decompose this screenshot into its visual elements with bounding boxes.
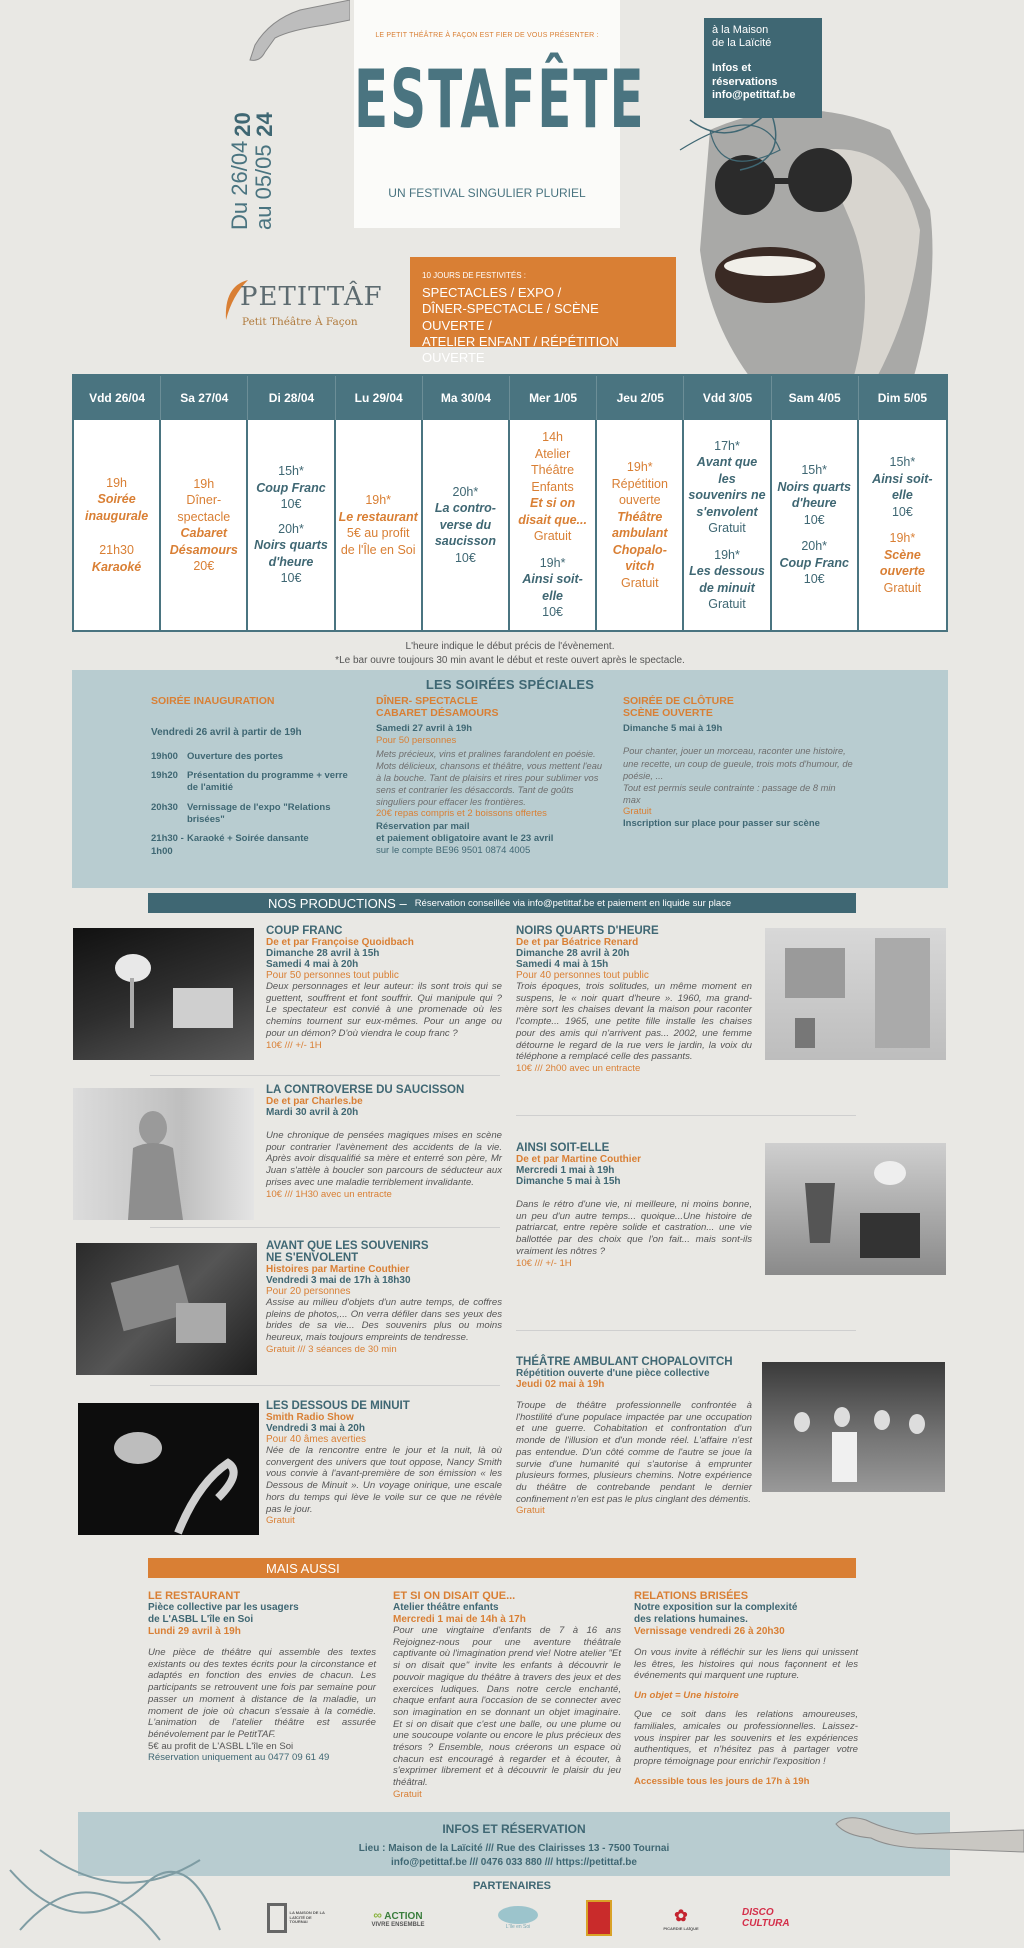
expo-column: RELATIONS BRISÉES Notre exposition sur la complexité des relations humaines. Vernissage vendredi 26 à 20h30 On vous invite à réfléchir sur les liens qui unissent les êtres, les histoires qui nous façonnent et les événements qui marquent une rupture. Un objet = Une histoire Que ce soit dans les relations amoureuses, familiales, amicales ou professionnelles. Laissez-vous inspirer par les souvenirs et les expériences authentiques, et n'hésitez pas à partager votre propre témoignage pour enrichir l'exposition ! Accessible tous les jours de 17h à 19h — [634, 1590, 858, 1787]
ainsi-soit-elle-info: AINSI SOIT-ELLE De et par Martine Couthier Mercredi 1 mai à 19h Dimanche 5 mai à 15h Dans le rétro d'une vie, ni meilleure, ni moins bonne, un peu d'un autre temps... quoique...Une histoire de patriarcat, entre repère solide et castration... une vie ballottée par des choix que l'on fait... mais sont-ils vraiment les nôtres ? 10€ /// +/- 1H — [516, 1142, 752, 1269]
festival-subtitle: UN FESTIVAL SINGULIER PLURIEL — [388, 186, 586, 200]
schedule-cell: 14h Atelier Théâtre Enfants Et si on disait que... Gratuit 19h* Ainsi soit-elle 10€ — [510, 420, 597, 630]
atelier-column: ET SI ON DISAIT QUE... Atelier théâtre enfants Mercredi 1 mai de 14h à 17h Pour une vingtaine d'enfants de 7 à 16 ans Rejoignez-nous pour une aventure théâtrale captivante où l'imagination prend vie! Notre atelier "Et si on disait que" invite les enfants à découvrir le pouvoir magique du théâtre à travers des jeux et des exercices ludiques. Dans notre cercle enchanté, chaque enfant aura l'occasion de se connecter avec son imagination en se donnant un objet imaginaire. Et si on disait que c'est une balle, ou une plume ou une soucoupe volante ou encore le plus précieux des trésors ? Ensemble, nous créerons un espace où chacun est encouragé à regarder et à écouter, à s'exprimer librement et à découvrir le plaisir du jeu théâtral. Gratuit — [393, 1590, 621, 1800]
chopalovitch-photo — [762, 1362, 945, 1492]
schedule-cell: 19h Soirée inaugurale 21h30 Karaoké — [74, 420, 161, 630]
day-header: Dim 5/05 — [859, 376, 946, 420]
schedule-cell: 19h* Répétition ouverte Théâtre ambulant Chopalo-vitch Gratuit — [597, 420, 684, 630]
souvenirs-info: AVANT QUE LES SOUVENIRS NE S'ENVOLENT Histoires par Martine Couthier Vendredi 3 mai de 17h à 18h30 Pour 20 personnes Assise au milieu d'objets d'un autre temps, de coffres pleins de photos,... On verra défiler dans ses yeux des brides de sa vie... Des souvenirs plus ou moins heureux, mais toujours empreints de tendresse. Gratuit /// 3 séances de 30 min — [266, 1240, 502, 1355]
festival-logo: ESTAFÊTE — [354, 53, 646, 147]
noirs-quarts-info: NOIRS QUARTS D'HEURE De et par Béatrice Renard Dimanche 28 avril à 20h Samedi 4 mai à 15h Pour 40 personnes tout public Trois époques, trois solitudes, un même moment en suspens, le « noir quart d'heure ». 1960, ma grand-mère sort les chaises devant la maison pour raconter l'compte... 1965, une petite fille installe les chaises pour des amis qui n'arrivent pas... 2002, une femme détourne le regard de la rue vers le jardin, la voix du téléphone a remplacé celle des passants. 10€ /// 2h00 avec un entracte — [516, 925, 752, 1074]
dessous-photo — [78, 1403, 259, 1535]
partner-logo-disco-cultura: DISCO CULTURA — [742, 1907, 790, 1929]
reaching-hand-illustration — [230, 0, 350, 80]
desk-lamp-image — [73, 928, 254, 1060]
schedule-cell: 15h* Noirs quarts d'heure 10€ 20h* Coup Franc 10€ — [772, 420, 859, 630]
controverse-photo — [73, 1088, 254, 1220]
dinner-column: DÎNER- SPECTACLE CABARET DÉSAMOURS Samedi 27 avril à 19h Pour 50 personnes Mets précieux, vins et pralines farandolent en poésie. Mots délicieux, chansons et théâtre, vous mettent l'eau à la bouche. Tant de plaisirs et rires pour sublimer vos sens et contrarier les désaccords. Tant de goûts singuliers pour effacer les frontières. 20€ repas compris et 2 boissons offertes Réservation par mail et paiement obligatoire avant le 23 avril sur le compte BE96 9501 0874 4005 — [376, 695, 603, 857]
contact-line[interactable]: info@petittaf.be /// 0476 033 880 /// https://petittaf.be — [391, 1857, 637, 1868]
day-header: Di 28/04 — [248, 376, 335, 420]
partners-title: PARTENAIRES — [472, 1880, 552, 1892]
day-header: Lu 29/04 — [336, 376, 423, 420]
schedule-cell: 17h* Avant que les souvenirs ne s'envolent Gratuit 19h* Les dessous de minuit Gratuit — [684, 420, 771, 630]
reaching-arm-illustration — [826, 1790, 1024, 1870]
coup-franc-photo — [73, 928, 254, 1060]
coup-franc-info: COUP FRANC De et par Françoise Quoidbach Dimanche 28 avril à 15h Samedi 4 mai à 20h Pour 50 personnes tout public Deux personnages et leur auteur: ils sont trois qui se guettent, souffrent et font souffrir. Qui manipule qui ? Le spectateur est convié à une promenade où les chemins tournent sur eux-mêmes. Pour un ange ou pour un démon? D'où viendra le coup franc ? 10€ /// +/- 1H — [266, 925, 502, 1051]
partner-logo-action-vivre-ensemble: ∞ ACTION VIVRE ENSEMBLE — [371, 1908, 425, 1928]
closing-column: SOIRÉE DE CLÔTURE SCÈNE OUVERTE Dimanche 5 mai à 19h Pour chanter, jouer un morceau, raconter une histoire, une recette, un coup de gueule, trois mots d'humour, de poésie, ... Tout est permis seule contrainte : passage de 8 min max Gratuit Inscription sur place pour passer sur scène — [623, 695, 853, 830]
partner-logo-tournai — [586, 1900, 612, 1936]
schedule-cell: 19h Dîner-spectacle Cabaret Désamours 20€ — [161, 420, 248, 630]
divider — [516, 1330, 856, 1331]
brand-logo: PETITTÂF Petit Théâtre À Façon — [220, 276, 400, 336]
partner-logo-laicite: LA MAISON DE LA LAÏCITÉ DE TOURNAI — [266, 1900, 326, 1936]
schedule-cell: 20h* La contro-verse du saucisson 10€ — [423, 420, 510, 630]
day-header: Sa 27/04 — [161, 376, 248, 420]
day-header: Jeu 2/05 — [597, 376, 684, 420]
schedule-cell: 15h* Coup Franc 10€ 20h* Noirs quarts d'heure 10€ — [248, 420, 335, 630]
day-header: Sam 4/05 — [772, 376, 859, 420]
goggled-face-collage — [650, 90, 950, 390]
mais-aussi-bar: MAIS AUSSI — [148, 1558, 856, 1578]
productions-bar: NOS PRODUCTIONS – Réservation conseillée via info@petittaf.be et paiement en liquide sur place — [148, 893, 856, 913]
noirs-quarts-photo — [765, 928, 946, 1060]
info-email-link[interactable]: info@petittaf.be — [712, 88, 796, 101]
day-header: Vdd 26/04 — [74, 376, 161, 420]
day-header: Ma 30/04 — [423, 376, 510, 420]
venue-info-box: à la Maison de la Laïcité Infos et réservations info@petittaf.be — [704, 18, 822, 118]
dessous-info: LES DESSOUS DE MINUIT Smith Radio Show Vendredi 3 mai à 20h Pour 40 âmes averties Née de la rencontre entre le jour et la nuit, là où convergent des univers que tout oppose, Nancy Smith vous convie à l'avant-première de son émission « les Dessous de Minuit ». Un voyage onirique, une escale hors du temps qui lève le voile sur ce que ne révèle pas le jour. Gratuit — [266, 1400, 502, 1527]
ainsi-soit-elle-photo — [765, 1143, 946, 1275]
chopalovitch-info: THÉÂTRE AMBULANT CHOPALOVITCH Répétition ouverte d'une pièce collective Jeudi 02 mai à 19h Troupe de théâtre professionnelle confrontée à l'hostilité d'une populace impactée par une occupation et une guerre. Cohabitation et confrontation d'un monde de l'illusion et d'un monde réel. L'affaire n'est pas entendue. D'un côté comme de l'autre se joue la survie d'une humanité qui s'autorise à emprunter plusieurs formes, plusieurs chemins. Notre expérience du théâtre de contrebande pendant le dernier confinement n'en est pas le plus cinglant des démentis. Gratuit — [516, 1356, 752, 1517]
festivities-box: 10 JOURS DE FESTIVITÉS : SPECTACLES / EXPO / DÎNER-SPECTACLE / SCÈNE OUVERTE / ATELIER ENFANT / RÉPÉTITION OUVERTE — [410, 257, 676, 347]
schedule-table — [72, 374, 948, 632]
schedule-cell: 15h* Ainsi soit-elle 10€ 19h* Scène ouverte Gratuit — [872, 455, 933, 595]
restaurant-column: LE RESTAURANT Pièce collective par les usagers de L'ASBL L'île en Soi Lundi 29 avril à 19h Une pièce de théâtre qui assemble des textes existants ou des textes écrits pour la circonstance et adaptés en fonction des envies de chacun. Les participants se retrouvent une fois par semaine pour passer un moment à distance de la maladie, un moment de joie où chacun s'essaie à la comédie. L'animation de l'atelier théâtre est assurée bénévolement par le PetitTAF. 5€ au profit de L'ASBL L'île en Soi Réservation uniquement au 0477 09 61 49 — [148, 1590, 376, 1764]
controverse-info: LA CONTROVERSE DU SAUCISSON De et par Charles.be Mardi 30 avril à 20h Une chronique de pensées magiques mises en scène pour contrarier l'avènement des accidents de la vie. Après avoir disqualifié sa mère et enterré son père, Mr Juan s'attèle à boucler son parcours de séducteur aux prises avec une maladie terriblement invalidante. 10€ /// 1H30 avec un entracte — [266, 1084, 502, 1200]
divider — [150, 1227, 500, 1228]
day-header: Vdd 3/05 — [684, 376, 771, 420]
schedule-cell: 19h* Le restaurant 5€ au profit de l'Île en Soi — [336, 420, 423, 630]
infos-panel: INFOS ET RÉSERVATION Lieu : Maison de la Laïcité /// Rue des Clairisses 13 - 7500 Tournai info@petittaf.be /// 0476 033 880 /// https://petittaf.be — [78, 1812, 950, 1876]
inauguration-column: SOIRÉE INAUGURATION Vendredi 26 avril à partir de 19h 19h00 Ouverture des portes 19h20 Présentation du programme + verre de l'amitié 20h30 Vernissage de l'expo "Relations brisées" 21h30 - 1h00 Karaoké + Soirée dansante — [151, 695, 348, 857]
special-evenings-title: LES SOIRÉES SPÉCIALES — [425, 677, 595, 692]
partner-logo-picardie-laique: ✿ PICARDIE LAÏQUE — [663, 1907, 699, 1931]
schedule-notes: L'heure indique le début précis de l'évènement. *Le bar ouvre toujours 30 min avant le début et reste ouvert après le spectacle. — [335, 641, 685, 666]
souvenirs-photo — [76, 1243, 257, 1375]
divider — [150, 1075, 500, 1076]
divider — [150, 1385, 500, 1386]
festival-intro: LE PETIT THÉÂTRE À FAÇON EST FIER DE VOUS PRÉSENTER : — [375, 32, 599, 39]
divider — [516, 1115, 856, 1116]
partner-logo-ile-en-soi: L'île en Soi — [490, 1900, 546, 1936]
day-header: Mer 1/05 — [510, 376, 597, 420]
festival-dates: Du 26/04 au 05/05 20 24 — [227, 112, 277, 230]
